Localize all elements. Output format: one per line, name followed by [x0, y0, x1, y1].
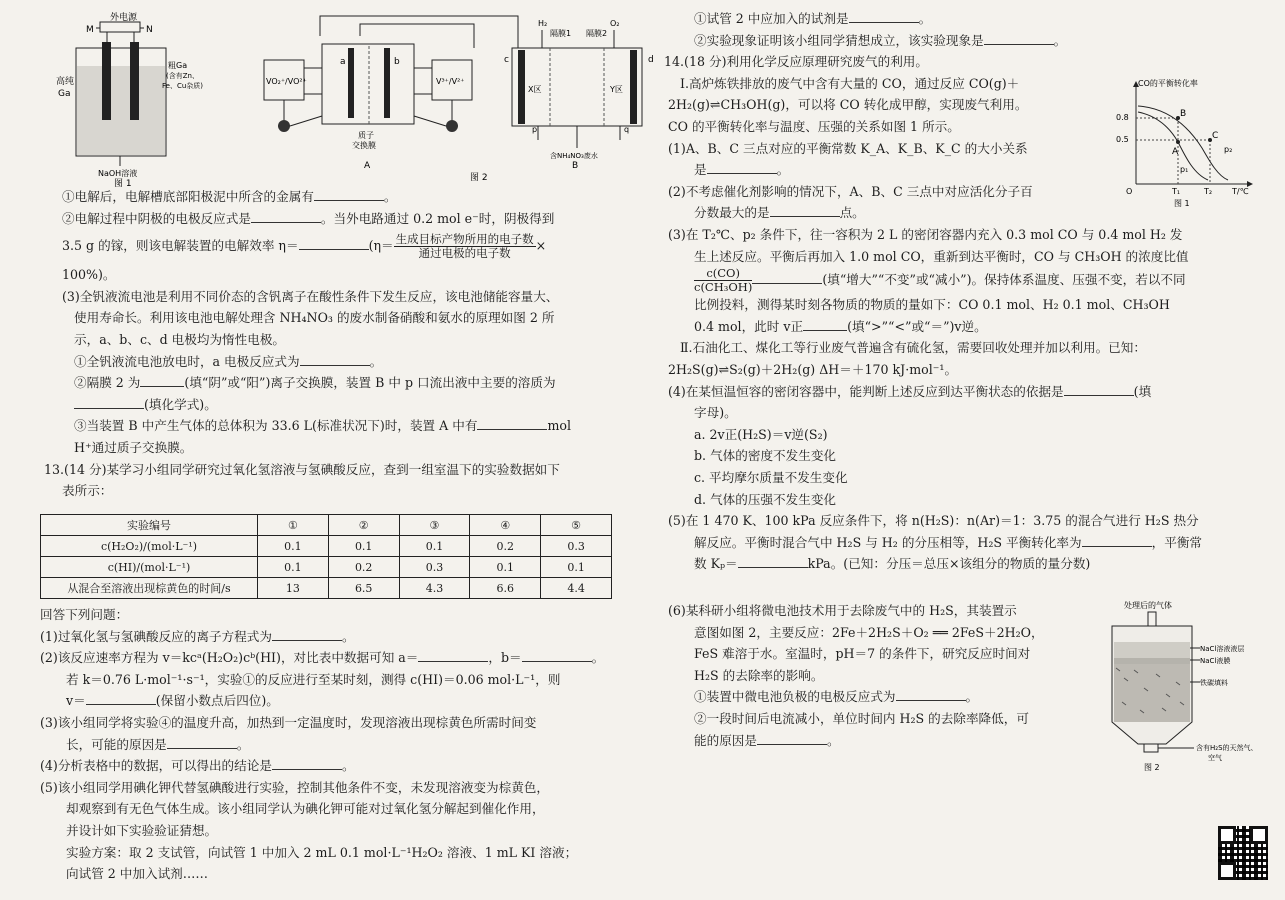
answer-blank[interactable]	[272, 757, 342, 770]
q14-6-cont2: FeS 难溶于水。室温时，pH＝7 的条件下，研究反应时间对	[694, 646, 1031, 662]
q14-stem: 14.(18 分)利用化学反应原理研究废气的利用。	[664, 54, 928, 70]
answer-blank[interactable]	[314, 188, 384, 201]
answer-prompt: 回答下列问题：	[40, 607, 129, 622]
figure-2-caption: 图 2	[470, 173, 488, 183]
answer-blank[interactable]	[300, 353, 370, 366]
q14-4-cont: 字母)。	[694, 405, 737, 421]
q3-part2-cont: (填化学式)。	[62, 394, 622, 416]
h2-label: H₂	[538, 19, 548, 28]
option-a[interactable]: a. 2v正(H₂S)＝v逆(S₂)	[694, 426, 828, 442]
nacl-film	[1114, 658, 1190, 664]
anode-electrode	[130, 42, 139, 120]
answer-blank[interactable]	[299, 237, 369, 250]
q2-part1: ①电解后，电解槽底部阳极泥中所含的金属有 。	[62, 189, 397, 204]
q3-part3: ③当装置 B 中产生气体的总体积为 33.6 L(标准状况下)时，装置 A 中有 mol	[74, 418, 572, 434]
q2-part2: ②电解过程中阴极的电极反应式是 。当外电路通过 0.2 mol e⁻时，阴极得到	[62, 210, 555, 226]
point-a-label: A	[1172, 147, 1179, 157]
graph-title: CO的平衡转化率	[1138, 79, 1198, 88]
q14-i3: CO 的平衡转化率与温度、压强的关系如图 1 所示。	[668, 118, 960, 134]
table-cell: 4.4	[541, 578, 612, 599]
x-zone-label: X区	[528, 85, 542, 94]
pump-left	[278, 120, 290, 132]
label-n: N	[146, 25, 153, 35]
table-row	[41, 536, 612, 557]
table-cell: 0.1	[328, 536, 399, 557]
table-cell: 13	[258, 578, 329, 599]
waste-label: 含NH₄NO₃废水	[550, 152, 598, 160]
right-electrode-label-3: Fe、Cu杂质)	[162, 82, 204, 90]
q14-2-cont: 分数最大的是 点。	[694, 205, 865, 221]
answer-blank[interactable]	[418, 649, 488, 662]
table-header-cell: ④	[470, 515, 541, 536]
option-b[interactable]: b. 气体的密度不发生变化	[694, 448, 837, 464]
nacl-solution-layer	[1114, 642, 1190, 658]
q2-efficiency: 3.5 g 的镓，则该电解装置的电解效率 η＝ (η＝ $\frac{\text{生成目标产物所用的电子数}}{\text{通过电极的电子数}}$ ×	[62, 232, 547, 261]
table-cell: 0.1	[470, 557, 541, 578]
q14-3: (3)在 T₂℃、p₂ 条件下，往一容积为 2 L 的密闭容器内充入 0.3 mol CO 与 0.4 mol H₂ 发	[668, 227, 1183, 242]
q14-4: (4)在某恒温恒容的密闭容器中，能判断上述反应到达平衡状态的依据是 (填	[668, 383, 1152, 399]
concentration-ratio: $\frac{c(CO)}{\text{c(CH₃OH)}}$	[694, 266, 753, 295]
label-a: a	[340, 57, 346, 67]
p2-label: p₂	[1224, 145, 1233, 154]
table-cell: 6.6	[470, 578, 541, 599]
q14-i1: Ⅰ.高炉炼铁排放的废气中含有大量的 CO，通过反应 CO(g)＋	[680, 75, 1020, 91]
label-m: M	[86, 25, 94, 35]
q2-tail: 100%)。	[62, 267, 116, 283]
answer-blank[interactable]	[251, 210, 321, 223]
wire-top	[320, 16, 518, 48]
q14-ii1: Ⅱ.石油化工、煤化工等行业废气普遍含有硫化氢，需要回收处理并加以利用。已知：	[680, 340, 1146, 356]
figure-1-electrolysis	[52, 8, 204, 189]
answer-blank[interactable]	[167, 736, 237, 749]
electrode-b	[384, 48, 390, 118]
table-cell: 0.1	[541, 557, 612, 578]
efficiency-fraction: $\frac{\text{生成目标产物所用的电子数}}{\text{通过电极的电子数}}$	[395, 232, 534, 261]
table-header-cell: ②	[328, 515, 399, 536]
origin-label: O	[1126, 187, 1133, 196]
answer-blank[interactable]	[849, 10, 919, 23]
naoh-solution	[77, 66, 165, 155]
table-cell: 从混合至溶液出现棕黄色的时间/s	[41, 578, 258, 599]
iron-carbon-packing	[1114, 664, 1190, 722]
v-label: V³⁺/V²⁺	[436, 77, 465, 86]
table-cell: 0.1	[258, 557, 329, 578]
q13-5-2: ②实验现象证明该小组同学猜想成立，该实验现象是 。	[694, 32, 1067, 48]
table-row	[41, 557, 612, 578]
t1-label: T₁	[1172, 187, 1181, 196]
option-d[interactable]: d. 气体的压强不发生变化	[694, 491, 837, 507]
table-cell: 0.3	[399, 557, 470, 578]
q13-5-plan: 实验方案：取 2 支试管，向试管 1 中加入 2 mL 0.1 mol·L⁻¹H₂O₂ 溶液、1 mL KI 溶液；	[66, 844, 578, 860]
y-tick-05: 0.5	[1116, 135, 1129, 144]
table-cell: 4.3	[399, 578, 470, 599]
table-cell: 0.2	[328, 557, 399, 578]
figure-1-caption: 图 1	[114, 179, 132, 189]
sep1-label: 隔膜1	[550, 29, 572, 38]
x-axis-label: T/℃	[1232, 187, 1249, 196]
answer-blank[interactable]	[896, 688, 966, 701]
o2-label: O₂	[610, 19, 620, 28]
nacl-film-label: NaCl液膜	[1200, 657, 1231, 665]
table-row	[41, 578, 612, 599]
answer-blank[interactable]	[770, 204, 840, 217]
table-cell: 0.1	[399, 536, 470, 557]
qr-code[interactable]	[1218, 826, 1268, 880]
right-top-text	[664, 8, 1108, 224]
q13-5: (5)该小组同学用碘化钾代替氢碘酸进行实验，控制其他条件不变，未发现溶液变为棕黄色，	[40, 779, 549, 795]
device-a	[322, 44, 414, 124]
electrode-d	[630, 50, 637, 124]
table-cell: c(H₂O₂)/(mol·L⁻¹)	[41, 536, 258, 557]
solution-label: NaOH溶液	[98, 169, 138, 178]
q14-1: (1)A、B、C 三点对应的平衡常数 K_A、K_B、K_C 的大小关系	[668, 140, 1028, 156]
q3-stem-2: 使用寿命长。利用该电池电解处理含 NH₄NO₃ 的废水制备硝酸和氨水的原理如图 2 所	[74, 310, 555, 326]
sep2-label: 隔膜2	[586, 29, 608, 38]
label-b: b	[394, 57, 400, 67]
answer-blank[interactable]	[477, 417, 547, 430]
p-label: p	[532, 125, 538, 134]
q14-1-cont: 是 。	[694, 162, 790, 178]
cathode-electrode	[102, 42, 111, 120]
q13-4: (4)分析表格中的数据，可以得出的结论是 。	[40, 758, 355, 774]
q13-stem-2: 表所示：	[62, 483, 113, 499]
label-d: d	[648, 55, 654, 65]
answer-blank[interactable]	[74, 396, 144, 409]
p1-label: p₁	[1180, 165, 1189, 174]
vo-label: VO₂⁺/VO²⁺	[266, 77, 307, 86]
q13-stem: 13.(14 分)某学习小组同学研究过氧化氢溶液与氢碘酸反应，查到一组室温下的实验数据如下	[44, 461, 560, 477]
answer-blank[interactable]	[803, 318, 847, 331]
right-middle-text	[668, 224, 1268, 575]
q14-2: (2)不考虑催化剂影响的情况下，A、B、C 三点中对应活化分子百	[668, 183, 1033, 199]
figure-2-flow-battery	[260, 8, 668, 186]
q13-2-cont: 若 k＝0.76 L·mol⁻¹·s⁻¹，实验①的反应进行至某时刻，测得 c(HI)＝0.06 mol·L⁻¹，则	[66, 671, 561, 687]
t2-label: T₂	[1204, 187, 1213, 196]
q14-5-kp: 数 Kₚ＝ kPa。(已知：分压＝总压×该组分的物质的量分数)	[694, 556, 1091, 572]
electrode-c	[518, 50, 525, 124]
power-label: 外电源	[110, 13, 138, 23]
right-electrode-label: 粗Ga	[168, 61, 188, 70]
q14-6-2: ②一段时间后电流减小，单位时间内 H₂S 的去除率降低，可	[694, 710, 1029, 726]
q3-part1: ①全钒液流电池放电时，a 电极反应式为 。	[74, 353, 383, 369]
q14-6-block	[668, 600, 1108, 751]
answer-blank[interactable]	[707, 161, 777, 174]
q13-5-1: ①试管 2 中应加入的试剂是 。	[694, 11, 932, 26]
table-cell: 0.1	[258, 536, 329, 557]
electrode-a	[348, 48, 354, 118]
pump-right	[446, 120, 458, 132]
packing-label: 铁碳填料	[1200, 679, 1228, 687]
q13-questions	[40, 604, 620, 885]
table-cell: 0.3	[541, 536, 612, 557]
q13-5-cont2: 并设计如下实验验证猜想。	[66, 822, 218, 838]
table-header-cell: ③	[399, 515, 470, 536]
table-cell: c(HI)/(mol·L⁻¹)	[41, 557, 258, 578]
answer-blank[interactable]	[1064, 383, 1134, 396]
table-header-cell: 实验编号	[41, 515, 258, 536]
inlet-gas-label: 含有H₂S的天然气、	[1196, 744, 1258, 752]
q14-6-cont3: H₂S 的去除率的影响。	[694, 667, 824, 683]
q14-3-v: 0.4 mol，此时 v正 (填“>”“<”或“＝”)v逆。	[694, 318, 987, 334]
point-c-label: C	[1212, 131, 1219, 141]
q14-6-2-cont: 能的原因是 。	[694, 732, 840, 748]
table-cell: 6.5	[328, 578, 399, 599]
answer-blank[interactable]	[522, 649, 592, 662]
table-header-cell: ⑤	[541, 515, 612, 536]
table-header-cell: ①	[258, 515, 329, 536]
device-b-label: B	[572, 161, 579, 171]
table-cell: 0.2	[470, 536, 541, 557]
left-electrode-label-2: Ga	[58, 89, 71, 99]
point-b-label: B	[1180, 109, 1187, 119]
left-electrode-label: 高纯	[56, 77, 75, 87]
q14-6-cont: 意图如图 2，主要反应：2Fe＋2H₂S＋O₂ ══ 2FeS＋2H₂O，	[694, 624, 1044, 640]
q14-3-cont2: 比例投料，测得某时刻各物质的物质的量如下：CO 0.1 mol、H₂ 0.1 mol、CH₃OH	[694, 297, 1170, 313]
q3-part3-cont: H⁺通过质子交换膜。	[74, 439, 193, 455]
answer-blank[interactable]	[738, 555, 808, 568]
curve-p1	[1138, 112, 1208, 180]
answer-blank[interactable]	[140, 374, 184, 387]
y-zone-label: Y区	[610, 85, 623, 94]
power-box	[100, 22, 140, 32]
figure-2-h2s-device	[1104, 598, 1264, 774]
inlet-gas-label-2: 空气	[1208, 754, 1222, 762]
q14-6: (6)某科研小组将微电池技术用于去除废气中的 H₂S，其装置示	[668, 603, 1017, 618]
nacl-layer-label: NaCl溶液液层	[1200, 645, 1245, 653]
q13-1: (1)过氧化氢与氢碘酸反应的离子方程式为 。	[40, 628, 355, 644]
membrane-label-2: 交换膜	[352, 141, 376, 150]
option-c[interactable]: c. 平均摩尔质量不发生变化	[694, 469, 848, 485]
graph-co-conversion	[1108, 76, 1258, 210]
y-tick-08: 0.8	[1116, 113, 1129, 122]
experiment-table	[40, 514, 612, 599]
q3-part2: ②隔膜 2 为 (填“阴”或“阳”)离子交换膜，装置 B 中 p 口流出液中主要的溶质为	[74, 375, 556, 391]
q14-ii2: 2H₂S(g)⇌S₂(g)＋2H₂(g) ΔH＝＋170 kJ·mol⁻¹。	[668, 361, 958, 377]
q3-stem-3: 示，a、b、c、d 电极均为惰性电极。	[74, 331, 286, 347]
q14-5-cont: 解反应。平衡时混合气中 H₂S 与 H₂ 的分压相等，H₂S 平衡转化率为 ，平衡常	[694, 534, 1202, 550]
answer-blank[interactable]	[1082, 534, 1152, 547]
q-label: q	[624, 125, 630, 134]
device-a-label: A	[364, 161, 371, 171]
q14-3-cont: 生上述反应。平衡后再加入 1.0 mol CO，重新到达平衡时，CO 与 CH₃OH 的浓度比值	[694, 248, 1189, 264]
answer-blank[interactable]	[984, 32, 1054, 45]
label-c: c	[504, 55, 509, 65]
right-electrode-label-2: (含有Zn、	[166, 72, 199, 80]
q13-5-cont: 却观察到有无色气体生成。该小组同学认为碘化钾可能对过氧化氢分解起到催化作用，	[66, 801, 545, 817]
treated-gas-label: 处理后的气体	[1124, 601, 1172, 610]
q14-6-1: ①装置中微电池负极的电极反应式为 。	[694, 689, 979, 705]
q13-2: (2)该反应速率方程为 v＝kcᵃ(H₂O₂)cᵇ(HI)，对比表中数据可知 a＝ ，b＝ 。	[40, 650, 605, 666]
answer-blank[interactable]	[752, 271, 822, 284]
left-text-block	[44, 186, 622, 502]
answer-blank[interactable]	[86, 692, 156, 705]
table-header	[41, 515, 612, 536]
q14-5: (5)在 1 470 K、100 kPa 反应条件下，将 n(H₂S)：n(Ar)＝1：3.75 的混合气进行 H₂S 热分	[668, 513, 1199, 529]
q3-stem-1: (3)全钒液流电池是利用不同价态的含钒离子在酸性条件下发生反应，该电池储能容量大、	[62, 288, 559, 304]
answer-blank[interactable]	[272, 628, 342, 641]
q13-3: (3)该小组同学将实验④的温度升高，加热到一定温度时，发现溶液出现棕黄色所需时间变	[40, 714, 537, 730]
q13-3-cont: 长，可能的原因是 。	[66, 736, 250, 752]
graph-caption: 图 1	[1174, 199, 1190, 208]
q13-2-v: v＝ (保留小数点后四位)。	[66, 693, 279, 709]
q13-5-plan2: 向试管 2 中加入试剂……	[66, 866, 208, 882]
device-caption: 图 2	[1144, 763, 1160, 772]
answer-blank[interactable]	[757, 732, 827, 745]
q14-i2: 2H₂(g)⇌CH₃OH(g)，可以将 CO 转化成甲醇，实现废气利用。	[668, 97, 1028, 113]
membrane-label: 质子	[358, 131, 374, 140]
q14-3-ratio: $\frac{c(CO)}{\text{c(CH₃OH)}}$ (填“增大”“不变”或“减小”)。保持体系温度、压强不变，若以不同	[694, 266, 1186, 295]
